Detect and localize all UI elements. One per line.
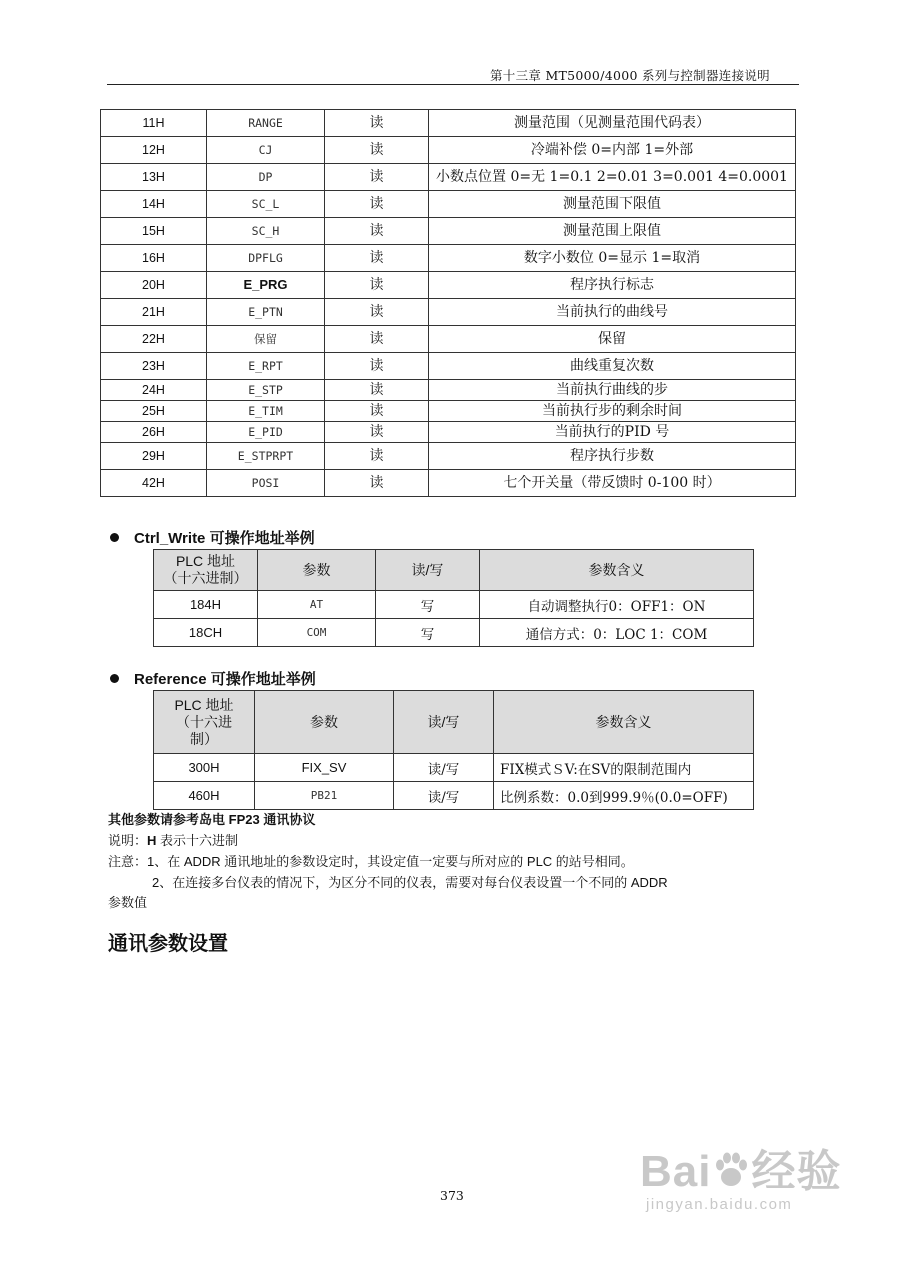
table-row — [101, 110, 796, 137]
header-param: 参数 — [255, 691, 394, 754]
param-cell: FIX_SV — [255, 754, 394, 782]
desc-cell: 小数点位置 0=无 1=0.1 2=0.01 3=0.001 4=0.0001 — [429, 164, 796, 191]
desc-cell: 通信方式：0：LOC 1：COM — [480, 619, 754, 647]
desc-cell: 当前执行曲线的步 — [429, 380, 796, 401]
param-cell: E_STPRPT — [207, 443, 325, 470]
ctrl-write-title: Ctrl_Write 可操作地址举例 — [110, 527, 315, 548]
watermark-url: jingyan.baidu.com — [646, 1196, 793, 1213]
rw-cell: 读 — [325, 401, 429, 422]
rw-cell: 写 — [376, 591, 480, 619]
desc-cell: 冷端补偿 0=内部 1=外部 — [429, 137, 796, 164]
param-cell: CJ — [207, 137, 325, 164]
table-row — [101, 299, 796, 326]
reference-title: Reference 可操作地址举例 — [110, 668, 316, 689]
param-cell: SC_H — [207, 218, 325, 245]
plc-address-cell: 13H — [101, 164, 207, 191]
rw-cell: 写 — [376, 619, 480, 647]
header-desc: 参数含义 — [480, 550, 754, 591]
rw-cell: 读 — [325, 470, 429, 497]
header-desc: 参数含义 — [494, 691, 754, 754]
bullet-icon — [110, 533, 119, 542]
desc-cell: 测量范围上限值 — [429, 218, 796, 245]
ctrl-write-table — [153, 549, 754, 647]
rw-cell: 读 — [325, 353, 429, 380]
desc-cell: 保留 — [429, 326, 796, 353]
table-row — [154, 754, 754, 782]
table-row — [101, 401, 796, 422]
header-plc-address — [154, 550, 258, 591]
rw-cell: 读 — [325, 272, 429, 299]
plc-address-cell: 25H — [101, 401, 207, 422]
plc-address-cell: 184H — [154, 591, 258, 619]
rw-cell: 读 — [325, 299, 429, 326]
desc-cell: 曲线重复次数 — [429, 353, 796, 380]
table-row — [101, 380, 796, 401]
other-params-note: 其他参数请参考岛电 FP23 通讯协议 — [108, 812, 316, 827]
rw-cell: 读 — [325, 191, 429, 218]
plc-address-cell: 300H — [154, 754, 255, 782]
header-plc-address-text: PLC 地址 （十六进 制） — [174, 696, 234, 747]
header-rw: 读/写 — [376, 550, 480, 591]
table-row — [154, 619, 754, 647]
note-1: 注意：1、在 ADDR 通讯地址的参数设定时，其设定值一定要与所对应的 PLC 的站号相同。 — [108, 854, 634, 869]
rw-cell: 读/写 — [394, 782, 494, 810]
plc-address-cell: 22H — [101, 326, 207, 353]
rw-cell: 读 — [325, 380, 429, 401]
plc-address-cell: 11H — [101, 110, 207, 137]
param-cell: DPFLG — [207, 245, 325, 272]
param-cell: E_TIM — [207, 401, 325, 422]
desc-cell: FIX模式ＳV:在SV的限制范围内 — [494, 754, 754, 782]
desc-cell: 数字小数位 0=显示 1=取消 — [429, 245, 796, 272]
table-row — [101, 470, 796, 497]
header-plc-address-text: PLC 地址 （十六进制） — [163, 553, 248, 586]
plc-address-cell: 14H — [101, 191, 207, 218]
table-row — [101, 164, 796, 191]
param-cell: AT — [258, 591, 376, 619]
baidu-watermark — [640, 1148, 841, 1213]
table-row — [101, 353, 796, 380]
table-row — [101, 326, 796, 353]
plc-address-cell: 26H — [101, 422, 207, 443]
plc-address-cell: 24H — [101, 380, 207, 401]
desc-cell: 自动调整执行0：OFF1：ON — [480, 591, 754, 619]
reference-table — [153, 690, 754, 810]
plc-address-cell: 15H — [101, 218, 207, 245]
desc-cell: 程序执行标志 — [429, 272, 796, 299]
explanation-note: 说明：H 表示十六进制 — [108, 833, 239, 848]
table-row — [101, 218, 796, 245]
param-cell: E_RPT — [207, 353, 325, 380]
plc-address-cell: 21H — [101, 299, 207, 326]
watermark-brand: Bai 经验 — [640, 1147, 842, 1196]
paw-icon — [711, 1150, 751, 1190]
page-header: 第十三章 MT5000/4000 系列与控制器连接说明 — [489, 68, 770, 83]
table-row — [101, 422, 796, 443]
header-rule — [107, 84, 799, 85]
rw-cell: 读 — [325, 443, 429, 470]
param-cell: COM — [258, 619, 376, 647]
note-2-continued: 参数值 — [108, 895, 148, 910]
header-param: 参数 — [258, 550, 376, 591]
param-cell: E_PRG — [207, 272, 325, 299]
note-2: 2、在连接多台仪表的情况下，为区分不同的仪表，需要对每台仪表设置一个不同的 ADDR — [152, 875, 668, 890]
param-cell: 保留 — [207, 326, 325, 353]
table-row — [101, 191, 796, 218]
param-cell: SC_L — [207, 191, 325, 218]
desc-cell: 当前执行的PID 号 — [429, 422, 796, 443]
param-cell: POSI — [207, 470, 325, 497]
desc-cell: 测量范围（见测量范围代码表） — [429, 110, 796, 137]
plc-address-cell: 18CH — [154, 619, 258, 647]
header-plc-address — [154, 691, 255, 754]
desc-cell: 比例系数：0.0到999.9％(0.0=OFF) — [494, 782, 754, 810]
plc-address-cell: 460H — [154, 782, 255, 810]
table-row — [101, 443, 796, 470]
plc-address-cell: 42H — [101, 470, 207, 497]
rw-cell: 读 — [325, 164, 429, 191]
plc-address-cell: 23H — [101, 353, 207, 380]
param-cell: E_PID — [207, 422, 325, 443]
desc-cell: 七个开关量（带反馈时 0-100 时） — [429, 470, 796, 497]
plc-address-cell: 16H — [101, 245, 207, 272]
desc-cell: 当前执行的曲线号 — [429, 299, 796, 326]
table-row — [101, 137, 796, 164]
rw-cell: 读 — [325, 326, 429, 353]
rw-cell: 读 — [325, 218, 429, 245]
desc-cell: 程序执行步数 — [429, 443, 796, 470]
table-row — [154, 782, 754, 810]
rw-cell: 读 — [325, 110, 429, 137]
table-row — [154, 591, 754, 619]
param-cell: E_STP — [207, 380, 325, 401]
param-cell: PB21 — [255, 782, 394, 810]
table-row — [101, 245, 796, 272]
bullet-icon — [110, 674, 119, 683]
desc-cell: 当前执行步的剩余时间 — [429, 401, 796, 422]
param-cell: RANGE — [207, 110, 325, 137]
param-cell: E_PTN — [207, 299, 325, 326]
desc-cell: 测量范围下限值 — [429, 191, 796, 218]
param-cell: DP — [207, 164, 325, 191]
rw-cell: 读/写 — [394, 754, 494, 782]
plc-address-cell: 12H — [101, 137, 207, 164]
plc-address-cell: 20H — [101, 272, 207, 299]
plc-address-cell: 29H — [101, 443, 207, 470]
page-number: 373 — [440, 1188, 464, 1203]
header-rw: 读/写 — [394, 691, 494, 754]
rw-cell: 读 — [325, 422, 429, 443]
table-row — [101, 272, 796, 299]
rw-cell: 读 — [325, 137, 429, 164]
section-heading: 通讯参数设置 — [108, 931, 228, 955]
rw-cell: 读 — [325, 245, 429, 272]
register-table — [100, 109, 796, 497]
